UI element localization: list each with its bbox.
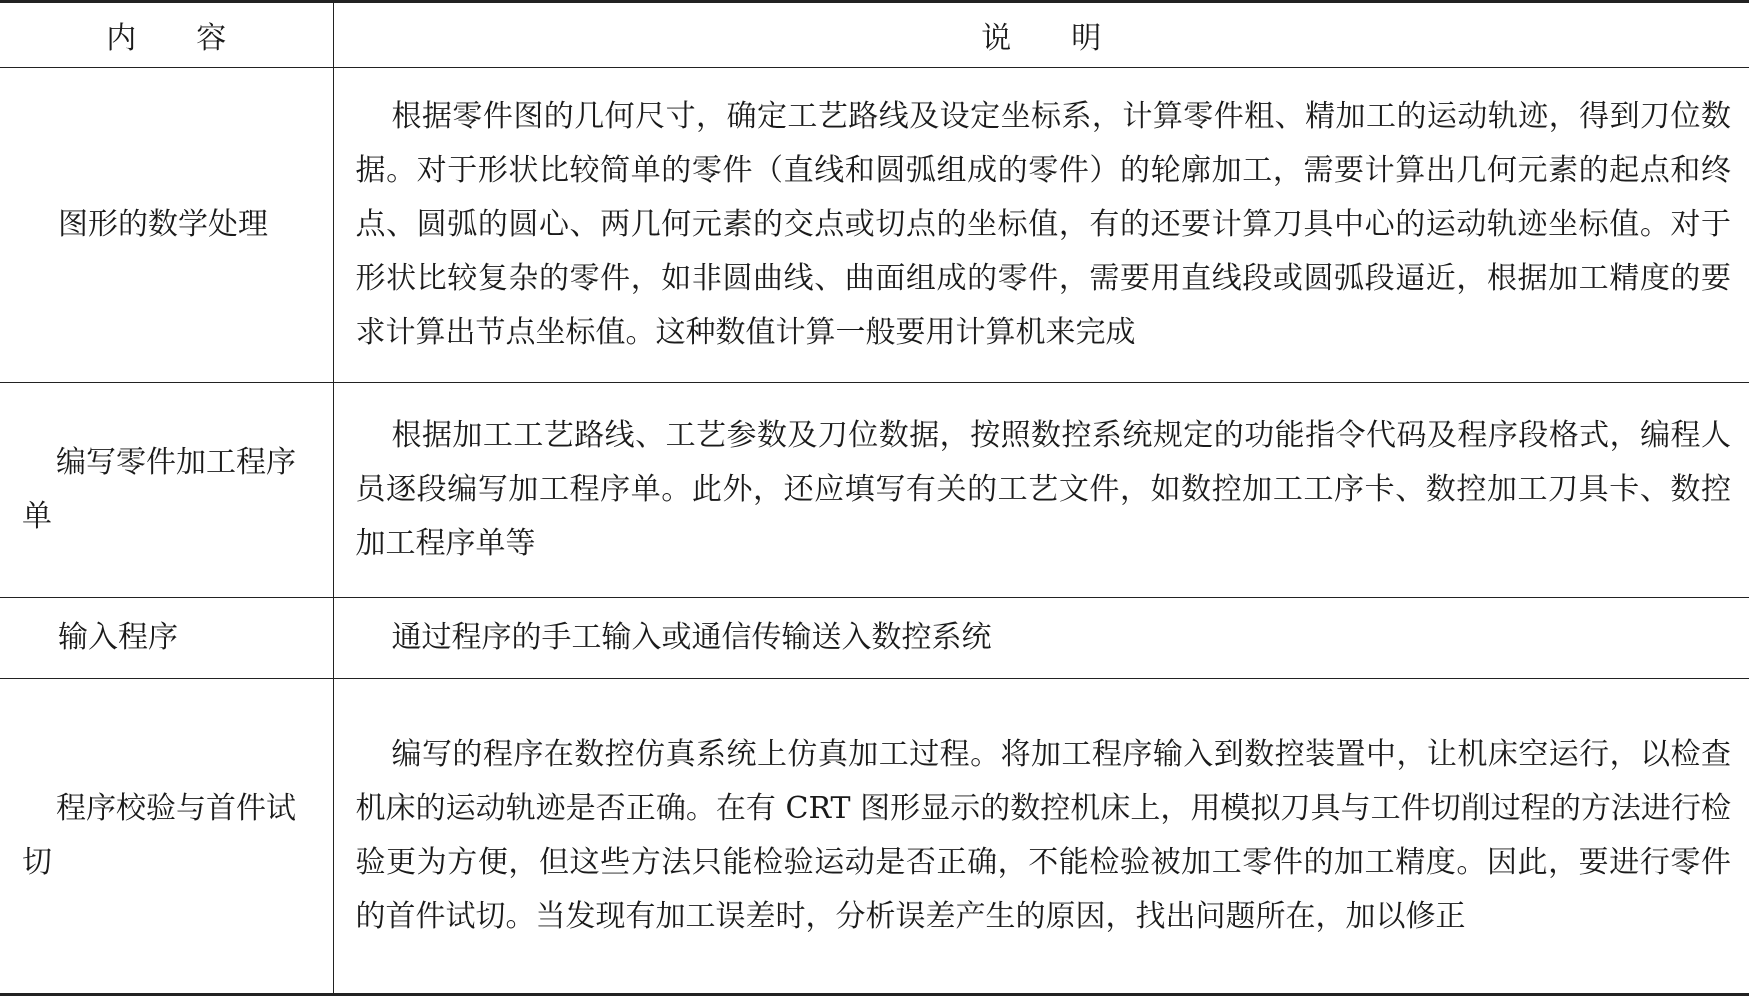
table-row <box>0 383 1749 598</box>
row-description: 根据零件图的几何尺寸，确定工艺路线及设定坐标系，计算零件粗、精加工的运动轨迹，得到刀位数据。对于形状比较简单的零件（直线和圆弧组成的零件）的轮廓加工，需要计算出几何元素的起点和终点、圆弧的圆心、两几何元素的交点或切点的坐标值，有的还要计算刀具中心的运动轨迹坐标值。对于形状比较复杂的零件，如非圆曲线、曲面组成的零件，需要用直线段或圆弧段逼近，根据加工精度的要求计算出节点坐标值。这种数值计算一般要用计算机来完成 <box>333 68 1749 383</box>
row-item: 输入程序 <box>0 598 333 679</box>
header-content-char-1: 内 <box>106 21 137 56</box>
table-row <box>0 68 1749 383</box>
table-row <box>0 598 1749 679</box>
table-header-row <box>0 2 1749 68</box>
header-content <box>0 2 333 68</box>
row-item: 编写零件加工程序单 <box>0 383 333 598</box>
row-description: 编写的程序在数控仿真系统上仿真加工过程。将加工程序输入到数控装置中，让机床空运行，以检查机床的运动轨迹是否正确。在有 CRT 图形显示的数控机床上，用模拟刀具与工件切削过程的方法进行检验更为方便，但这些方法只能检验运动是否正确，不能检验被加工零件的加工精度。因此，要进行零件的首件试切。当发现有加工误差时，分析误差产生的原因，找出问题所在，加以修正 <box>333 679 1749 995</box>
header-description-char-1: 说 <box>981 21 1012 56</box>
header-description <box>333 2 1749 68</box>
row-item: 图形的数学处理 <box>0 68 333 383</box>
header-content-char-2: 容 <box>196 21 227 56</box>
header-description-char-2: 明 <box>1071 21 1102 56</box>
row-item: 程序校验与首件试切 <box>0 679 333 995</box>
row-description: 根据加工工艺路线、工艺参数及刀位数据，按照数控系统规定的功能指令代码及程序段格式，编程人员逐段编写加工程序单。此外，还应填写有关的工艺文件，如数控加工工序卡、数控加工刀具卡、数控加工程序单等 <box>333 383 1749 598</box>
table-row <box>0 679 1749 995</box>
row-description: 通过程序的手工输入或通信传输送入数控系统 <box>333 598 1749 679</box>
